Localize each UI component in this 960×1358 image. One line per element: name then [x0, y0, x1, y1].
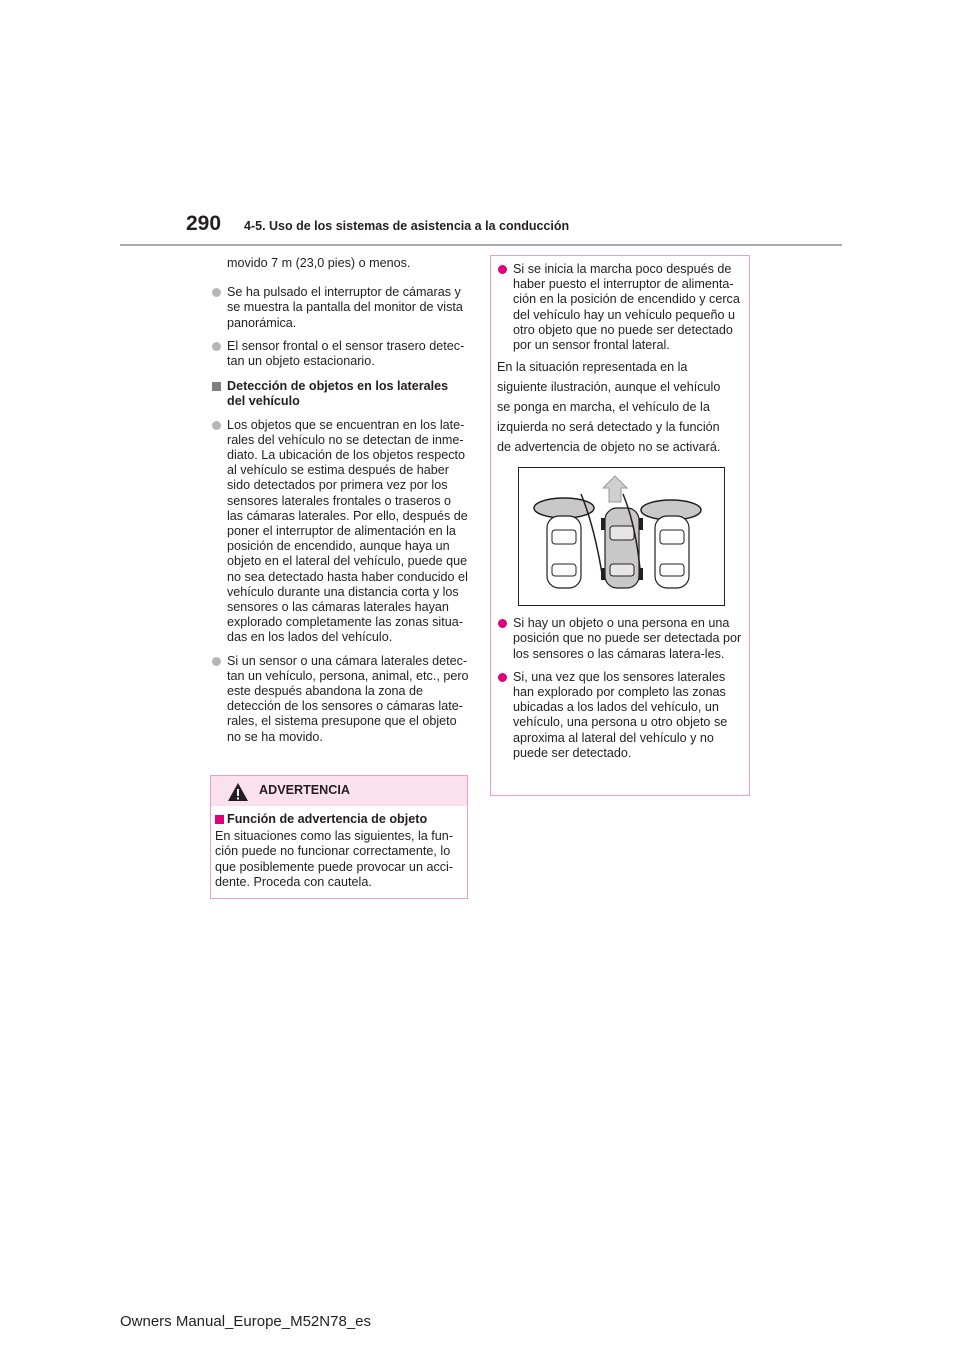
bullet-text: Si hay un objeto o una persona en una posición que no puede ser detectada por los sensores o las cámaras latera-les. [513, 616, 742, 661]
paragraph-line: En la situación representada en la [497, 360, 688, 375]
warning-title: ADVERTENCIA [259, 783, 350, 797]
paragraph-line: de advertencia de objeto no se activará. [497, 440, 721, 455]
page-number: 290 [186, 212, 222, 235]
bullet-icon [212, 421, 221, 430]
bullet-text: Si un sensor o una cámara laterales detec-tan un vehículo, persona, animal, etc., pero este después abandona la zona de detección de los sensores o cámaras late-rales, el sistema presupone que el objeto no se ha movido. [227, 653, 469, 744]
warning-heading [215, 812, 463, 827]
bullet-text: Los objetos que se encuentran en los late-rales del vehículo no se detectan de inme-diato. La ubicación de los objetos respecto al vehículo se estima después de haber sido detectados por primera vez por los sensores laterales frontales o traseros o las cámaras laterales. Por ello, después de poner el interruptor de alimentación en la posición de encendido, aunque haya un objeto en el lateral del vehículo, puede que no sea detectado hasta haber conducido el vehículo durante una distancia corta y los sensores o las cámaras laterales hayan explorado completamente las zonas situa-das en los lados del vehículo. [227, 417, 468, 645]
footer-text: Owners Manual_Europe_M52N78_es [120, 1313, 371, 1330]
list-item [497, 670, 747, 761]
warning-header [211, 776, 467, 806]
section-heading-text: Detección de objetos en los laterales del vehículo [227, 379, 449, 409]
bullet-icon [498, 265, 507, 274]
paragraph-line: siguiente ilustración, aunque el vehículo [497, 380, 721, 395]
square-bullet-icon [215, 815, 224, 824]
warning-triangle-icon [227, 782, 249, 807]
parking-illustration [518, 467, 725, 606]
list-item [211, 418, 469, 646]
bullet-icon [212, 657, 221, 666]
bullet-icon [498, 619, 507, 628]
list-item [497, 262, 747, 353]
right-column [497, 262, 747, 769]
left-column [211, 256, 469, 753]
paragraph-line: izquierda no será detectado y la función [497, 420, 720, 435]
list-item [211, 654, 469, 745]
bullet-icon [212, 288, 221, 297]
paragraph-line: se ponga en marcha, el vehículo de la [497, 400, 710, 415]
header-divider [120, 244, 842, 246]
bullet-text: Si, una vez que los sensores laterales han explorado por completo las zonas ubicadas a los lados del vehículo, un vehículo, una persona u otro objeto se aproxima al lateral del vehículo y no puede ser detectado. [513, 669, 728, 760]
list-item [211, 285, 469, 331]
bullet-icon [212, 342, 221, 351]
bullet-icon [498, 673, 507, 682]
list-item [211, 339, 469, 369]
warning-text: En situaciones como las siguientes, la fun-ción puede no funcionar correctamente, lo que posiblemente puede provocar un acci-dente. Proceda con cautela. [215, 829, 454, 889]
bullet-text: Si se inicia la marcha poco después de haber puesto el interruptor de alimenta-ción en la posición de encendido y cerca del vehículo hay un vehículo pequeño u otro objeto que no puede ser detectado por un sensor frontal lateral. [513, 262, 740, 353]
section-heading [211, 379, 469, 409]
page-header [0, 0, 960, 250]
square-bullet-icon [212, 382, 221, 391]
continuation-text: movido 7 m (23,0 pies) o menos. [227, 256, 411, 270]
warning-box [210, 775, 468, 899]
bullet-text: El sensor frontal o el sensor trasero detec-tan un objeto estacionario. [227, 338, 465, 369]
list-item [497, 616, 747, 662]
chapter-title: 4-5. Uso de los sistemas de asistencia a la conducción [244, 219, 570, 233]
bullet-text: Se ha pulsado el interruptor de cámaras y se muestra la pantalla del monitor de vista panorámica. [227, 285, 463, 330]
warning-heading-text: Función de advertencia de objeto [227, 812, 428, 826]
warning-body [211, 806, 467, 890]
